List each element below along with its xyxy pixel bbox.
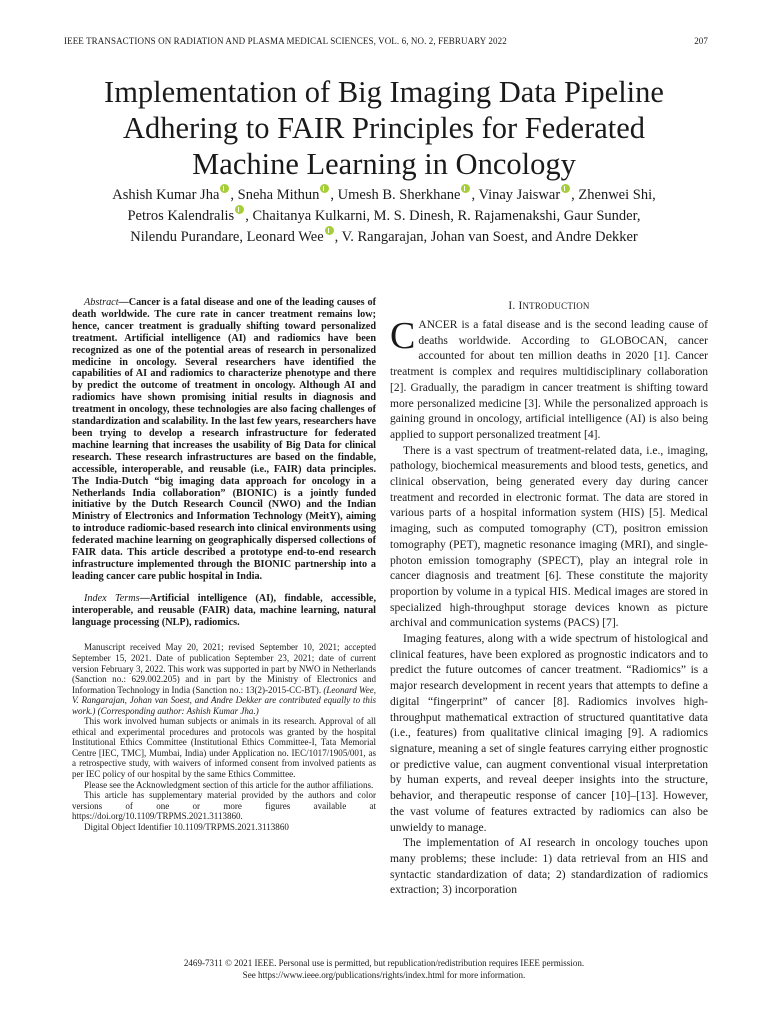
left-column [72,297,376,832]
abstract [72,297,376,583]
drop-cap: C [390,315,416,357]
title-line: Implementation of Big Imaging Data Pipeline [104,75,664,109]
author-names: , V. Rangarajan, Johan van Soest, and Andre Dekker [334,229,638,245]
running-header [64,36,708,46]
author-name: Sneha Mithun [237,187,320,203]
author-names: Nilendu Purandare, Leonard Wee [130,229,324,245]
journal-name: IEEE TRANSACTIONS ON RADIATION AND PLASMA MEDICAL SCIENCES, VOL. 6, NO. 2, FEBRUARY 2022 [64,36,507,46]
footnotes [72,642,376,832]
title-line: Machine Learning in Oncology [192,147,576,181]
doi-note: Digital Object Identifier 10.1109/TRPMS.2021.3113860 [84,821,289,832]
manuscript-note: Manuscript received May 20, 2021; revised September 10, 2021; accepted September 15, 2021. Date of publication September 23, 2021; date of current version February 3, 2022. This work was supported in part by NWO in Netherlands (Sanction no.: 629.002.205) and in part by the Ministry of Electronics and Information Technology in India (Sanction no.: 13(2)-2015-CC-BT). (Leonard Wee, V. Rangarajan, Johan van Soest, and Andre Dekker are contributed equally to this work.) (Corresponding author: Ashish Kumar Jha.) [72,642,376,716]
author-name: Ashish Kumar Jha [112,187,220,203]
index-terms [72,593,376,629]
index-terms-lead: Index Terms [84,592,140,604]
orcid-icon[interactable] [320,184,329,193]
copyright-notice [60,957,708,981]
copyright-line: 2469-7311 © 2021 IEEE. Personal use is permitted, but republication/redistribution requires IEEE permission. [183,958,585,968]
index-terms-text: —Artificial intelligence (AI), findable, accessible, interoperable, and reusable (FAIR) data, machine learning, natural language processing (NLP), radiomics. [72,592,376,628]
paragraph: The implementation of AI research in oncology touches upon many problems; these include: 1) data retrieval from an HIS and syntactic standardization of data; 2) standardization of radiomics extraction; 3) incorporation [390,837,708,897]
section-heading: I. INTRODUCTION [508,300,590,312]
page-number: 207 [694,36,708,46]
body-text [390,315,708,899]
supplementary-note: This article has supplementary material provided by the authors and color versions of one or more figures available at https://doi.org/10.1109/TRPMS.2021.3113860. [72,790,376,822]
title-line: Adhering to FAIR Principles for Federated [122,111,646,145]
paragraph: Imaging features, along with a wide spectrum of histological and clinical features, have been explored as prognostic indicators and to predict the future outcomes of cancer treatment. “Radiomics” is a major research development in recent years that attempts to define a digital “fingerprint” of cancer [8]. Radiomics involves high-throughput mathematical extraction of structured quantitative data (i.e., features) from qualitative clinical imaging [9]. A radiomics signature, meaning a set of single features carrying either prognostic or predictive value, can augment conventional visual interpretation by human experts, and reveal deeper insights into the structure, behavior, and therapeutic response of cancer [10]–[13]. However, the vast volume of features extracted by radiomics can also be unwieldy to manage. [390,633,708,834]
author-names: , Chaitanya Kulkarni, M. S. Dinesh, R. Rajamenakshi, Gaur Sunder, [245,208,641,224]
paragraph: There is a vast spectrum of treatment-related data, i.e., imaging, pathology, biochemical measurements and blood tests, genetics, and clinical observation, being generated every day during cancer treatment and recorded in electronic format. The data are stored in various parts of a hospital information system (HIS) [5]. Medical imaging, such as computed tomography (CT), positron emission tomography (PET), magnetic resonance imaging (MRI), and single-photon emission tomography (SPECT), play an integral role in cancer diagnosis and treatment [6]. These constitute the majority proportion by volume in a typical HIS. Medical images are stored in specialized high-throughput storage devices known as picture archival and communication systems (PACS) [7]. [390,444,708,630]
orcid-icon[interactable] [220,184,229,193]
author-name: Petros Kalendralis [127,208,235,224]
author-list [60,184,708,247]
author-line: Ashish Kumar Jha , Sneha Mithun , Umesh B. Sherkhane , Vinay Jaiswar , Zhenwei Shi, [60,184,708,205]
abstract-lead: Abstract [84,297,119,308]
paragraph: CANCER is a fatal disease and is the second leading cause of deaths worldwide. According to GLOBOCAN, cancer accounted for about ten million deaths in 2020 [1]. Cancer treatment is complex and requires multidisciplinary collaboration [2]. Gradually, the paradigm in cancer treatment is shifting toward more personalized medicine [3]. While the personalized approach is gaining ground in oncology, artificial intelligence (AI) is also being applied to support personalized treatment [4]. [390,315,708,441]
paper-title [60,74,708,182]
author-name: Vinay Jaiswar [478,187,561,203]
author-line [60,226,708,247]
author-name: Zhenwei Shi [578,187,653,203]
orcid-icon[interactable] [561,184,570,193]
author-name: Umesh B. Sherkhane [337,187,461,203]
author-line [60,205,708,226]
orcid-icon[interactable] [235,205,244,214]
acknowledgment-note: Please see the Acknowledgment section of this article for the author affiliations. [84,779,374,790]
abstract-text: —Cancer is a fatal disease and one of the leading causes of death worldwide. The cure rate in cancer treatment remains low; hence, cancer treatment is gradually shifting toward personalized treatment. Artificial intelligence (AI) and radiomics have been recognized as one of the potential areas of research in personalized medicine in oncology. Several researchers have identified the capabilities of AI and radiomics to characterize phenotype and there by predict the outcome of treatment in oncology. Although AI and radiomics have shown promising initial results in diagnosis and treatment in oncology, these technologies are also facing challenges of standardization and scalability. In the last few years, researchers have been trying to develop a research infrastructure for federated machine learning that increases the usability of Big Data for clinical research. These research infrastructures are based on the findable, accessible, interoperable, and reusable (i.e., FAIR) data principles. The India-Dutch “big imaging data approach for oncology in a Netherlands India collaboration” (BIONIC) is a jointly funded initiative by the Dutch Research Council (NWO) and the Indian Ministry of Electronics and Information Technology (MeitY), aiming to introduce radiomic-based research into clinical environments using federated machine learning on geographically dispersed collections of FAIR data. This article described a prototype end-to-end research infrastructure implemented through the BIONIC partnership into a leading cancer care public hospital in India. [72,297,376,582]
copyright-line: See https://www.ieee.org/publications/rights/index.html for more information. [242,970,526,980]
right-column [390,297,708,899]
ethics-note: This work involved human subjects or animals in its research. Approval of all ethical and experimental procedures and protocols was granted by the hospital Institutional Ethics Committee (Institutional Ethics Committee-I, Tata Memorial Centre [IEC, TMC], Mumbai, India) under Application no. IEC/1017/1905/001, as a retrospective study, with waivers of informed consent from involved patients as per IEC policy of our hospital by the same Ethics Committee. [72,716,376,780]
orcid-icon[interactable] [461,184,470,193]
orcid-icon[interactable] [325,226,334,235]
